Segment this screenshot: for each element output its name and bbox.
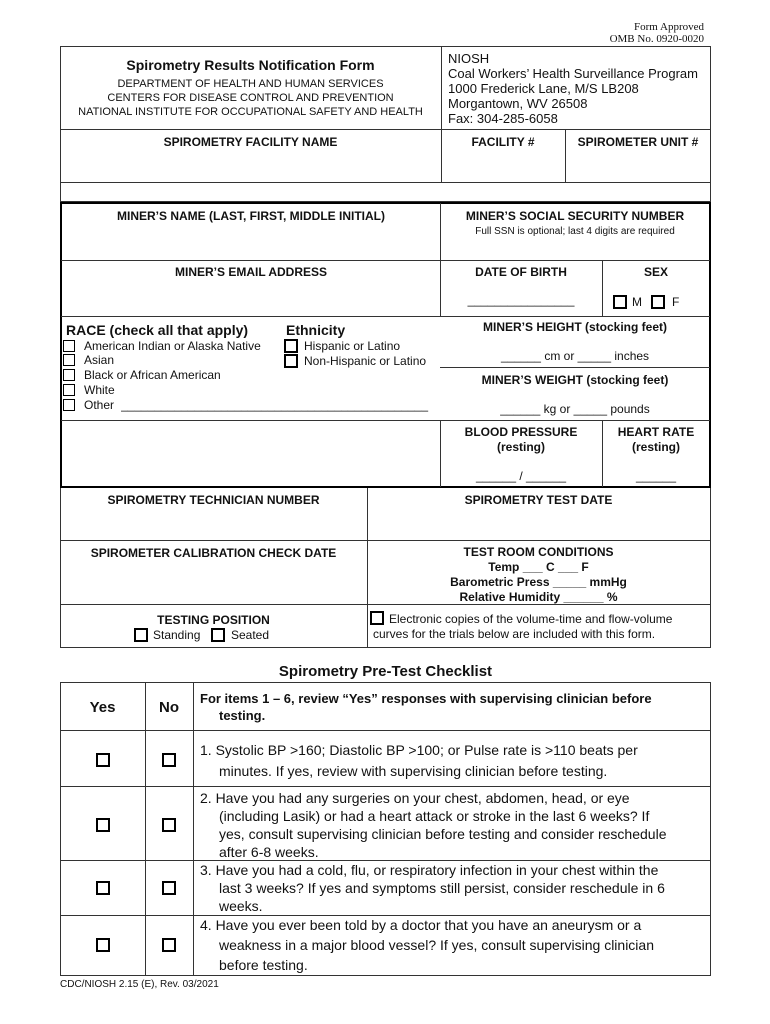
item-4-yes-checkbox[interactable] <box>96 938 110 952</box>
address-line: NIOSH <box>448 51 490 66</box>
form-title: Spirometry Results Notification Form <box>126 57 375 73</box>
calibration-label: SPIROMETER CALIBRATION CHECK DATE <box>90 546 337 560</box>
height-field[interactable]: ______ cm or _____ inches <box>500 349 650 363</box>
department-name: DEPARTMENT OF HEALTH AND HUMAN SERVICES <box>117 78 384 90</box>
standing-checkbox[interactable] <box>134 628 148 642</box>
item-1-yes-checkbox[interactable] <box>96 753 110 767</box>
ethnicity-option: Hispanic or Latino <box>304 339 401 353</box>
temp-field[interactable]: Temp ___ C ___ F <box>488 560 589 574</box>
instruction-line: testing. <box>219 708 266 723</box>
spirometer-unit-label: SPIROMETER UNIT # <box>577 135 699 149</box>
facility-number-field[interactable] <box>443 150 563 180</box>
cdc-name: CENTERS FOR DISEASE CONTROL AND PREVENTION <box>107 92 394 104</box>
checklist-item-1 <box>200 740 638 782</box>
sex-m-label: M <box>632 295 642 309</box>
ethnicity-label: Ethnicity <box>286 322 346 338</box>
race-checkbox-asian[interactable] <box>63 354 75 366</box>
race-label: RACE (check all that apply) <box>66 322 249 338</box>
item-line: 2. Have you had any surgeries on your chest, abdomen, head, or eye <box>200 790 630 806</box>
weight-field[interactable]: ______ kg or _____ pounds <box>500 402 650 416</box>
race-checkbox-white[interactable] <box>63 384 75 396</box>
omb-number: OMB No. 0920-0020 <box>609 33 704 45</box>
checklist-item-3 <box>200 861 665 915</box>
seated-checkbox[interactable] <box>211 628 225 642</box>
item-line: minutes. If yes, review with supervising clinician before testing. <box>219 763 608 779</box>
tech-number-field[interactable] <box>62 510 365 538</box>
item-line: 1. Systolic BP >160; Diastolic BP >100; or Pulse rate is >110 beats per <box>200 742 638 758</box>
race-option: Black or African American <box>84 368 221 382</box>
blood-pressure-sub: (resting) <box>497 440 545 454</box>
heart-rate-field[interactable]: ______ <box>635 469 677 483</box>
miner-name-field[interactable] <box>64 226 438 258</box>
electronic-copies-line1: Electronic copies of the volume-time and flow-volume <box>389 612 673 626</box>
checklist-instructions <box>200 690 652 724</box>
standing-label: Standing <box>153 628 201 642</box>
pressure-field[interactable]: Barometric Press _____ mmHg <box>450 575 627 589</box>
ethnicity-checkbox-hispanic[interactable] <box>284 339 298 353</box>
item-4-no-checkbox[interactable] <box>162 938 176 952</box>
checklist-item-4 <box>200 915 654 975</box>
sex-m-checkbox[interactable] <box>613 295 627 309</box>
race-option: Asian <box>84 353 115 367</box>
email-field[interactable] <box>64 282 438 314</box>
ssn-field[interactable] <box>442 240 708 258</box>
blood-pressure-field[interactable]: ______ / ______ <box>475 469 567 483</box>
seated-label: Seated <box>231 628 270 642</box>
address-line: Fax: 304-285-6058 <box>448 111 558 126</box>
electronic-copies-line2: curves for the trials below are included with this form. <box>373 627 656 641</box>
facility-number-label: FACILITY # <box>471 135 535 149</box>
humidity-field[interactable]: Relative Humidity ______ % <box>459 590 618 604</box>
race-checkbox-black[interactable] <box>63 369 75 381</box>
race-option: Other <box>84 398 115 412</box>
ethnicity-checkbox-non-hispanic[interactable] <box>284 354 298 368</box>
ssn-note: Full SSN is optional; last 4 digits are required <box>475 226 675 237</box>
instruction-line: For items 1 – 6, review “Yes” responses with supervising clinician before <box>200 691 652 706</box>
title-block <box>60 57 441 118</box>
facility-name-field[interactable] <box>62 150 439 180</box>
email-label: MINER’S EMAIL ADDRESS <box>174 265 327 279</box>
test-date-field[interactable] <box>369 510 708 538</box>
height-label: MINER’S HEIGHT (stocking feet) <box>482 320 667 334</box>
testing-position-label: TESTING POSITION <box>157 613 270 627</box>
race-option: White <box>84 383 115 397</box>
spirometer-unit-field[interactable] <box>567 150 709 180</box>
ethnicity-option: Non-Hispanic or Latino <box>304 354 427 368</box>
item-line: yes, consult supervising clinician before testing and consider reschedule <box>219 826 667 842</box>
item-1-no-checkbox[interactable] <box>162 753 176 767</box>
race-other-field[interactable]: ______________________________________________ <box>121 398 428 412</box>
heart-rate-sub: (resting) <box>632 440 680 454</box>
item-2-yes-checkbox[interactable] <box>96 818 110 832</box>
niosh-name: NATIONAL INSTITUTE FOR OCCUPATIONAL SAFETY AND HEALTH <box>78 106 423 118</box>
item-line: 4. Have you ever been told by a doctor that you have an aneurysm or a <box>200 917 642 933</box>
item-line: after 6-8 weeks. <box>219 844 319 860</box>
item-3-no-checkbox[interactable] <box>162 881 176 895</box>
address-line: 1000 Frederick Lane, M/S LB208 <box>448 81 639 96</box>
form-approved-notice <box>610 21 704 45</box>
yes-column-header: Yes <box>89 699 116 716</box>
item-3-yes-checkbox[interactable] <box>96 881 110 895</box>
form-approved-text: Form Approved <box>634 21 704 33</box>
address-line: Morgantown, WV 26508 <box>448 96 588 111</box>
niosh-address <box>448 51 698 126</box>
item-line: 3. Have you had a cold, flu, or respiratory infection in your chest within the <box>200 862 659 878</box>
tech-number-label: SPIROMETRY TECHNICIAN NUMBER <box>107 493 320 507</box>
no-column-header: No <box>159 699 179 716</box>
electronic-copies-checkbox[interactable] <box>370 611 384 625</box>
address-line: Coal Workers’ Health Surveillance Program <box>448 66 698 81</box>
item-line: (including Lasik) or had a heart attack or stroke in the last 6 weeks? If <box>219 808 650 824</box>
checklist-title: Spirometry Pre-Test Checklist <box>278 663 493 680</box>
race-option: American Indian or Alaska Native <box>84 339 261 353</box>
blood-pressure-label: BLOOD PRESSURE <box>464 425 578 439</box>
dob-label: DATE OF BIRTH <box>475 265 567 279</box>
sex-label: SEX <box>643 265 668 279</box>
race-checkbox-american-indian[interactable] <box>63 340 75 352</box>
facility-name-label: SPIROMETRY FACILITY NAME <box>163 135 338 149</box>
calibration-field[interactable] <box>62 563 365 601</box>
item-line: weakness in a major blood vessel? If yes, consult supervising clinician <box>219 937 654 953</box>
race-checkbox-other[interactable] <box>63 399 75 411</box>
room-conditions-label: TEST ROOM CONDITIONS <box>463 545 614 559</box>
item-line: last 3 weeks? If yes and symptoms still persist, consider reschedule in 6 <box>219 880 665 896</box>
room-conditions <box>367 545 710 605</box>
ssn-label: MINER’S SOCIAL SECURITY NUMBER <box>465 209 685 223</box>
test-date-label: SPIROMETRY TEST DATE <box>464 493 613 507</box>
item-line: before testing. <box>219 957 308 973</box>
dob-field[interactable]: ________________ <box>467 293 575 307</box>
sex-f-label: F <box>672 295 680 309</box>
sex-f-checkbox[interactable] <box>651 295 665 309</box>
checklist-item-2 <box>200 789 666 861</box>
form-code: CDC/NIOSH 2.15 (E), Rev. 03/2021 <box>60 979 219 990</box>
heart-rate-label: HEART RATE <box>617 425 695 439</box>
item-line: weeks. <box>219 898 263 914</box>
miner-name-label: MINER’S NAME (LAST, FIRST, MIDDLE INITIAL) <box>117 209 385 223</box>
item-2-no-checkbox[interactable] <box>162 818 176 832</box>
weight-label: MINER’S WEIGHT (stocking feet) <box>481 373 669 387</box>
